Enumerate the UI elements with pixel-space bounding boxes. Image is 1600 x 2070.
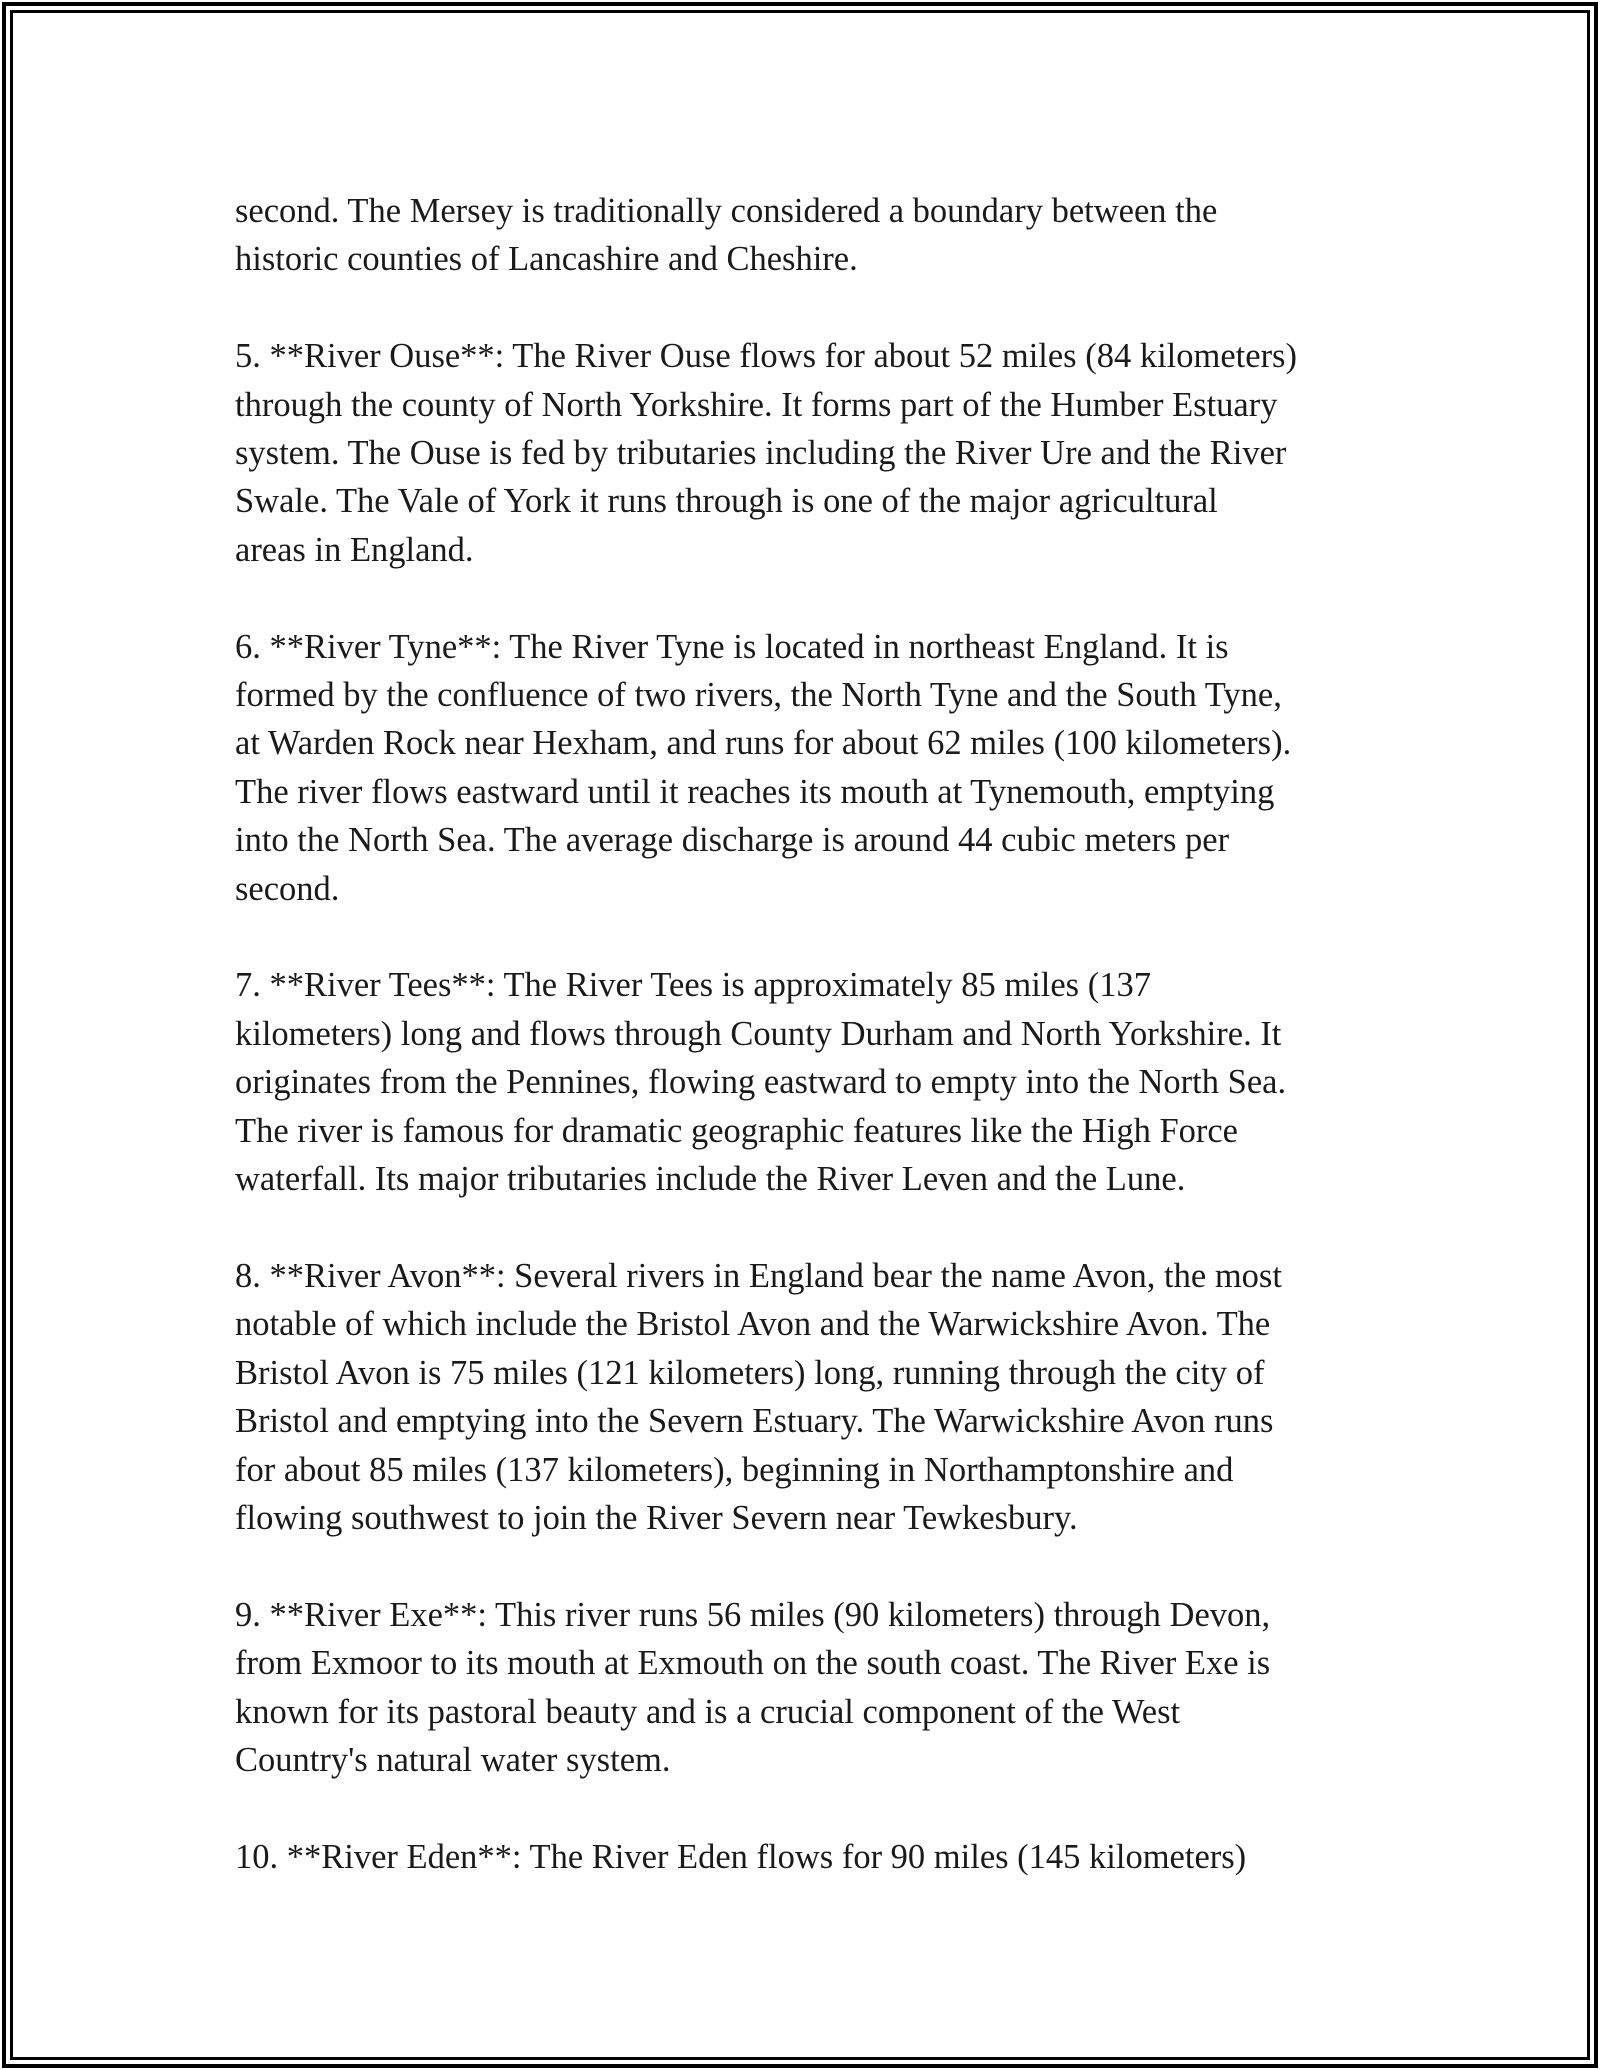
- paragraph-river-exe: 9. **River Exe**: This river runs 56 miles (90 kilometers) through Devon, from Exmoor to its mouth at Exmouth on the south coast. The River Exe is known for its pastoral beauty and is a crucial component of the West Country's natural water system.: [235, 1595, 1271, 1779]
- paragraph-mersey-continuation: second. The Mersey is traditionally considered a boundary between the historic counties of Lancashire and Cheshire.: [235, 192, 1218, 279]
- document-body: [235, 187, 1395, 1930]
- paragraph-river-tyne: 6. **River Tyne**: The River Tyne is located in northeast England. It is formed by the confluence of two rivers, the North Tyne and the South Tyne, at Warden Rock near Hexham, and runs for about 62 miles (100 kilometers). The river flows eastward until it reaches its mouth at Tynemouth, emptying into the North Sea. The average discharge is around 44 cubic meters per second.: [235, 627, 1292, 908]
- paragraph-river-avon: 8. **River Avon**: Several rivers in England bear the name Avon, the most notable of which include the Bristol Avon and the Warwickshire Avon. The Bristol Avon is 75 miles (121 kilometers) long, running through the city of Bristol and emptying into the Severn Estuary. The Warwickshire Avon runs for about 85 miles (137 kilometers), beginning in Northamptonshire and flowing southwest to join the River Severn near Tewkesbury.: [235, 1256, 1282, 1537]
- paragraph-river-tees: 7. **River Tees**: The River Tees is approximately 85 miles (137 kilometers) long and flows through County Durham and North Yorkshire. It originates from the Pennines, flowing eastward to empty into the North Sea. The river is famous for dramatic geographic features like the High Force waterfall. Its major tributaries include the River Leven and the Lune.: [235, 966, 1287, 1199]
- paragraph-river-eden: 10. **River Eden**: The River Eden flows for 90 miles (145 kilometers): [235, 1837, 1247, 1876]
- paragraph-river-ouse: 5. **River Ouse**: The River Ouse flows for about 52 miles (84 kilometers) through the county of North Yorkshire. It forms part of the Humber Estuary system. The Ouse is fed by tributaries including the River Ure and the River Swale. The Vale of York it runs through is one of the major agricultural areas in England.: [235, 337, 1297, 569]
